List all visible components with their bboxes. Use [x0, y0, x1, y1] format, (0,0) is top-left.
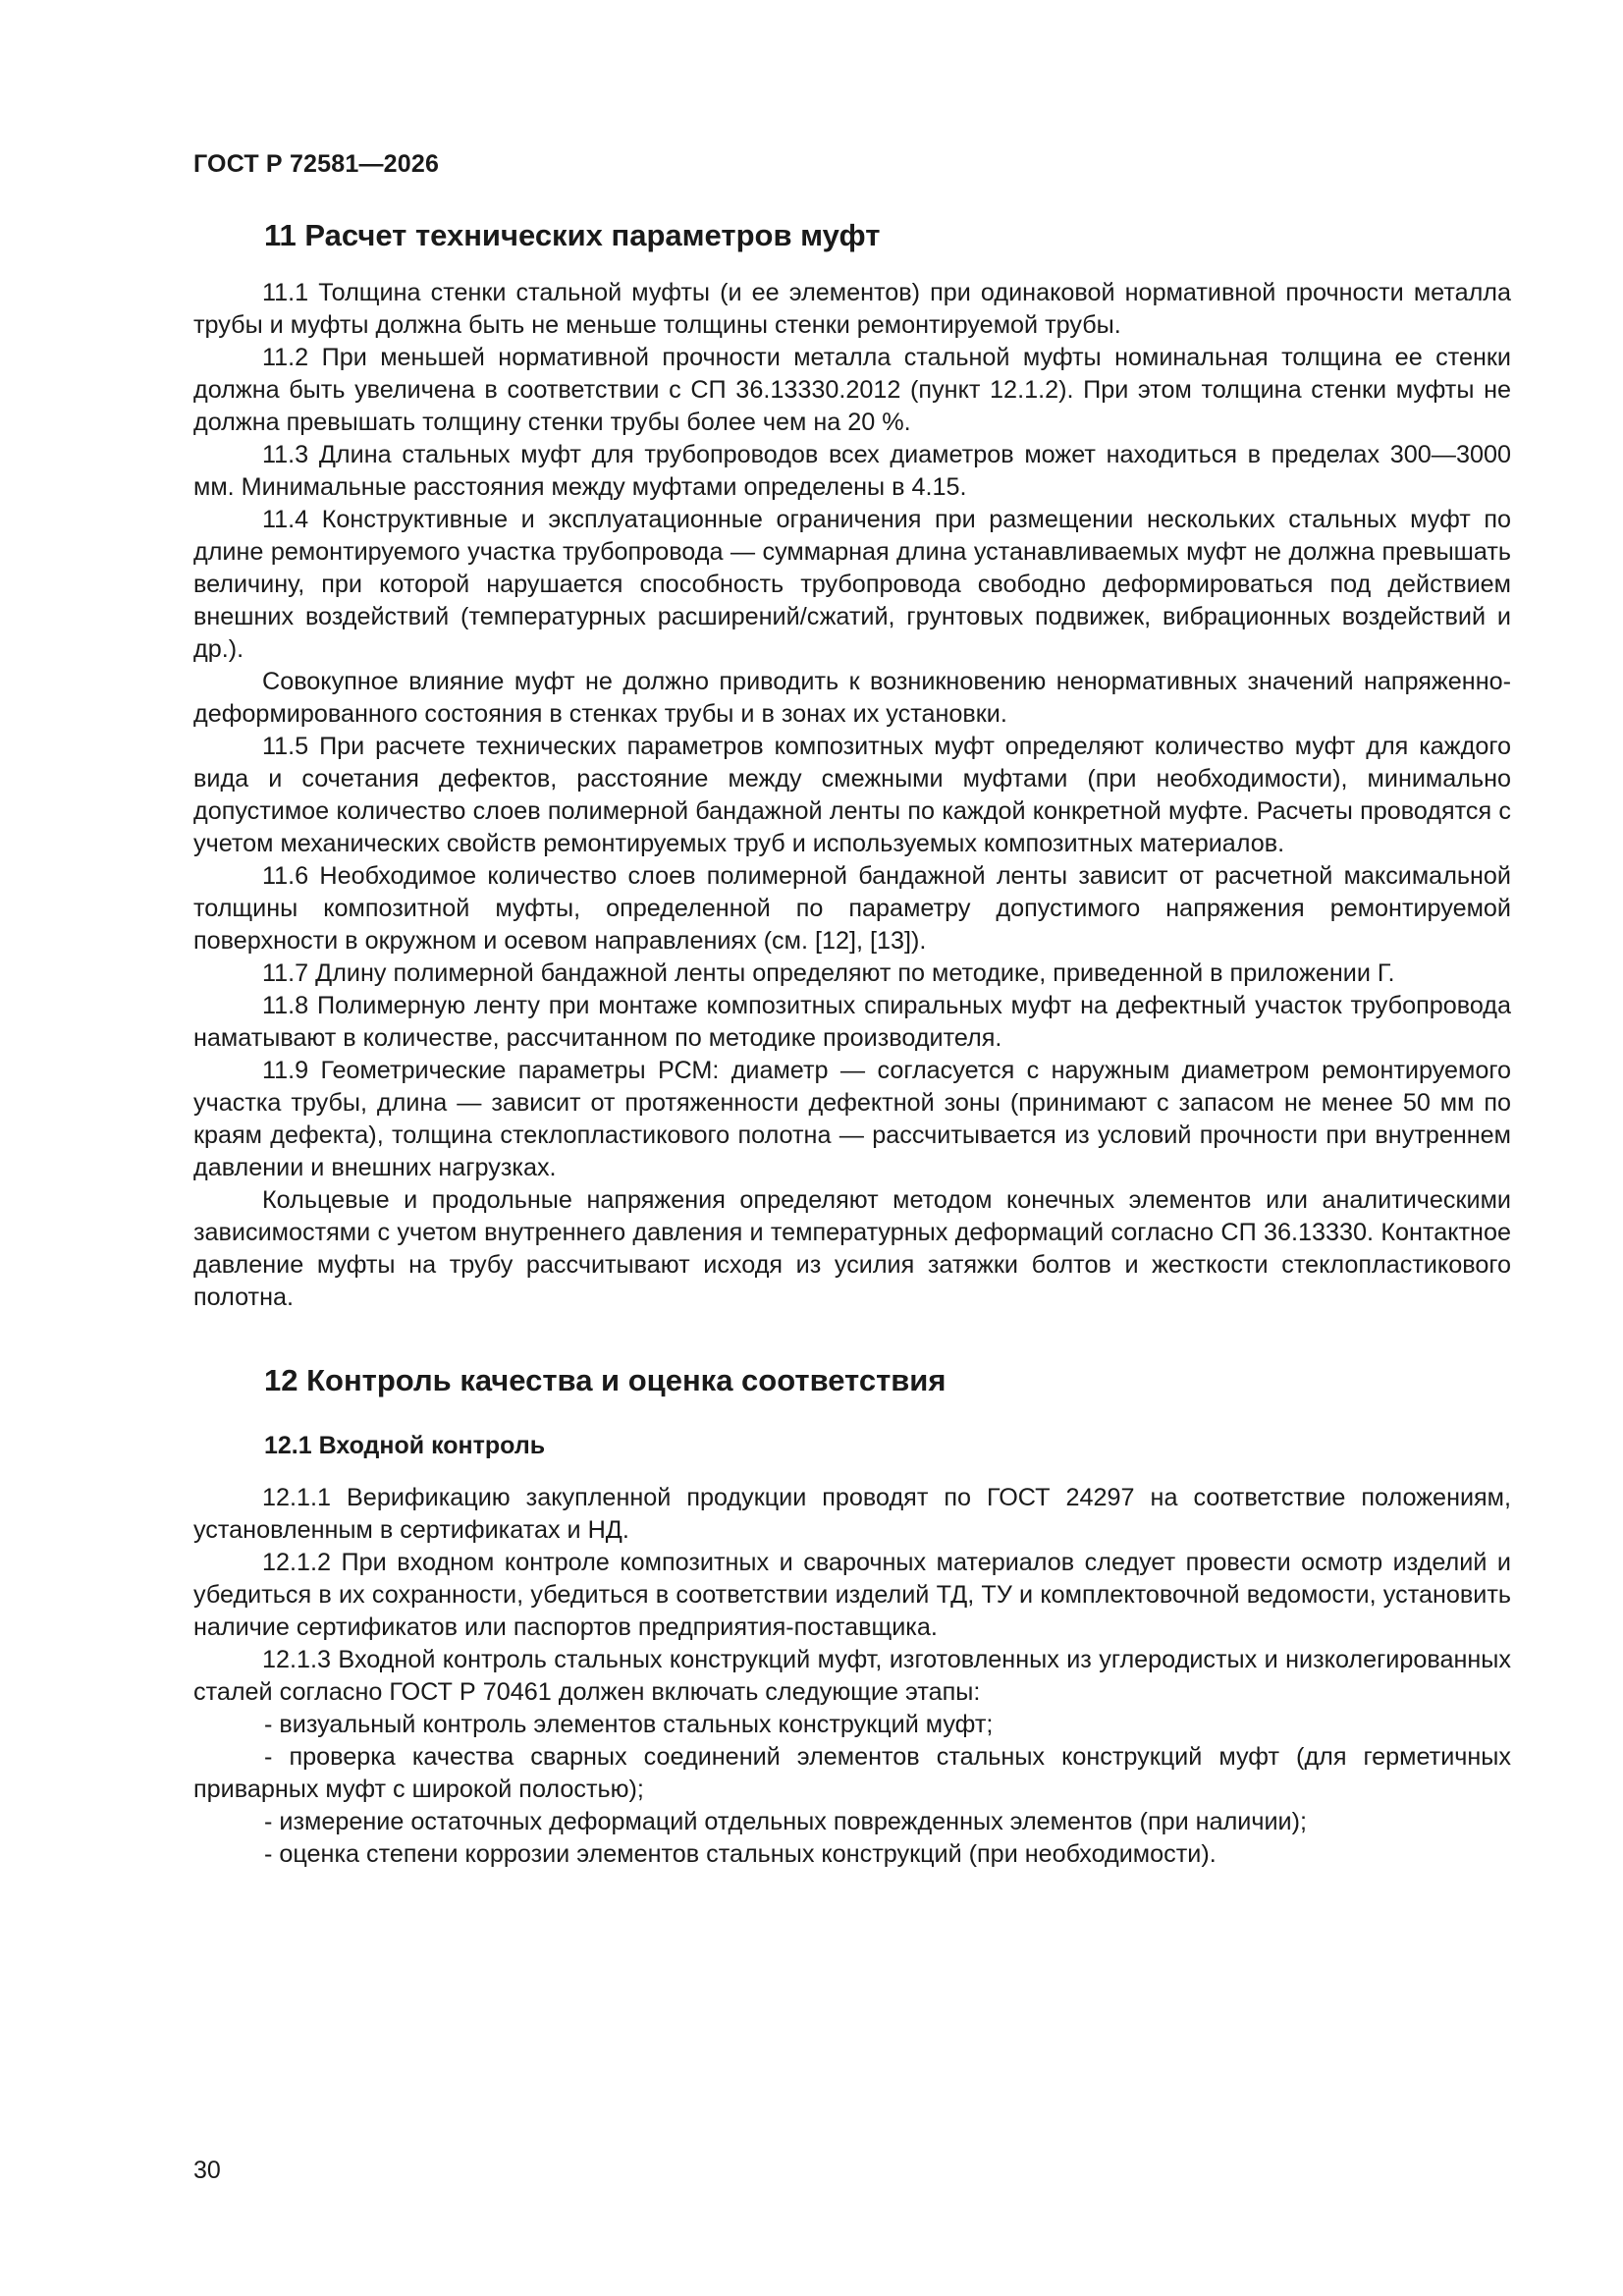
paragraph-12-1-1: 12.1.1 Верификацию закупленной продукции проводят по ГОСТ 24297 на соответствие положениям, установленным в сертификатах и НД.	[193, 1484, 1511, 1544]
section-11-title: 11 Расчет технических параметров муфт	[264, 218, 881, 252]
paragraph-11-7: 11.7 Длину полимерной бандажной ленты определяют по методике, приведенной в приложении Г.	[262, 959, 1395, 987]
paragraph-12-1-3: 12.1.3 Входной контроль стальных конструкций муфт, изготовленных из углеродистых и низколегированных сталей согласно ГОСТ Р 70461 должен включать следующие этапы:	[193, 1646, 1511, 1706]
page-number: 30	[193, 2157, 221, 2184]
paragraph-11-9: 11.9 Геометрические параметры РСМ: диаметр — согласуется с наружным диаметром ремонтируемого участка трубы, длина — зависит от протяженности дефектной зоны (принимают с запасом не менее 50 мм по краям дефекта), толщина стеклопластикового полотна — рассчитывается из условий прочности при внутреннем давлении и внешних нагрузках.	[193, 1057, 1511, 1181]
paragraph-11-4: 11.4 Конструктивные и эксплуатационные ограничения при размещении нескольких стальных муфт по длине ремонтируемого участка трубопровода — суммарная длина устанавливаемых муфт не должна превышать величину, при которой нарушается способность трубопровода свободно деформироваться под действием внешних воздействий (температурных расширений/сжатий, грунтовых подвижек, вибрационных воздействий и др.).	[193, 506, 1511, 663]
list-item: - измерение остаточных деформаций отдельных поврежденных элементов (при наличии);	[264, 1808, 1307, 1835]
section-12-title: 12 Контроль качества и оценка соответствия	[264, 1363, 947, 1397]
paragraph-11-5: 11.5 При расчете технических параметров композитных муфт определяют количество муфт для каждого вида и сочетания дефектов, расстояние между смежными муфтами (при необходимости), минимально допустимое количество слоев полимерной бандажной ленты по каждой конкретной муфте. Расчеты проводятся с учетом механических свойств ремонтируемых труб и используемых композитных материалов.	[193, 733, 1511, 857]
document-header: ГОСТ Р 72581—2026	[193, 150, 440, 178]
paragraph-11-2: 11.2 При меньшей нормативной прочности металла стальной муфты номинальная толщина ее стенки должна быть увеличена в соответствии с СП 36.13330.2012 (пункт 12.1.2). При этом толщина стенки муфты не должна превышать толщину стенки трубы более чем на 20 %.	[193, 344, 1511, 436]
paragraph-11-6: 11.6 Необходимое количество слоев полимерной бандажной ленты зависит от расчетной максимальной толщины композитной муфты, определенной по параметру допустимого напряжения ремонтируемой поверхности в окружном и осевом направлениях (см. [12], [13]).	[193, 862, 1511, 955]
list-item: - проверка качества сварных соединений элементов стальных конструкций муфт (для герметичных приварных муфт с широкой полостью);	[193, 1743, 1511, 1803]
page-content	[193, 216, 1511, 1871]
list-item: - визуальный контроль элементов стальных конструкций муфт;	[264, 1711, 994, 1738]
paragraph-11-4-note: Совокупное влияние муфт не должно приводить к возникновению ненормативных значений напряженно-деформированного состояния в стенках трубы и в зонах их установки.	[193, 668, 1511, 728]
paragraph-11-8: 11.8 Полимерную ленту при монтаже композитных спиральных муфт на дефектный участок трубопровода наматывают в количестве, рассчитанном по методике производителя.	[193, 992, 1511, 1052]
paragraph-11-9-note: Кольцевые и продольные напряжения определяют методом конечных элементов или аналитическими зависимостями с учетом внутреннего давления и температурных деформаций согласно СП 36.13330. Контактное давление муфты на трубу рассчитывают исходя из усилия затяжки болтов и жесткости стеклопластикового полотна.	[193, 1186, 1511, 1311]
paragraph-11-3: 11.3 Длина стальных муфт для трубопроводов всех диаметров может находиться в пределах 300—3000 мм. Минимальные расстояния между муфтами определены в 4.15.	[193, 441, 1511, 501]
paragraph-11-1: 11.1 Толщина стенки стальной муфты (и ее элементов) при одинаковой нормативной прочности металла трубы и муфты должна быть не меньше толщины стенки ремонтируемой трубы.	[193, 279, 1511, 339]
paragraph-12-1-2: 12.1.2 При входном контроле композитных и сварочных материалов следует провести осмотр изделий и убедиться в их сохранности, убедиться в соответствии изделий ТД, ТУ и комплектовочной ведомости, установить наличие сертификатов или паспортов предприятия-поставщика.	[193, 1549, 1511, 1641]
subsection-12-1-title: 12.1 Входной контроль	[264, 1432, 546, 1459]
list-item: - оценка степени коррозии элементов стальных конструкций (при необходимости).	[264, 1840, 1217, 1868]
